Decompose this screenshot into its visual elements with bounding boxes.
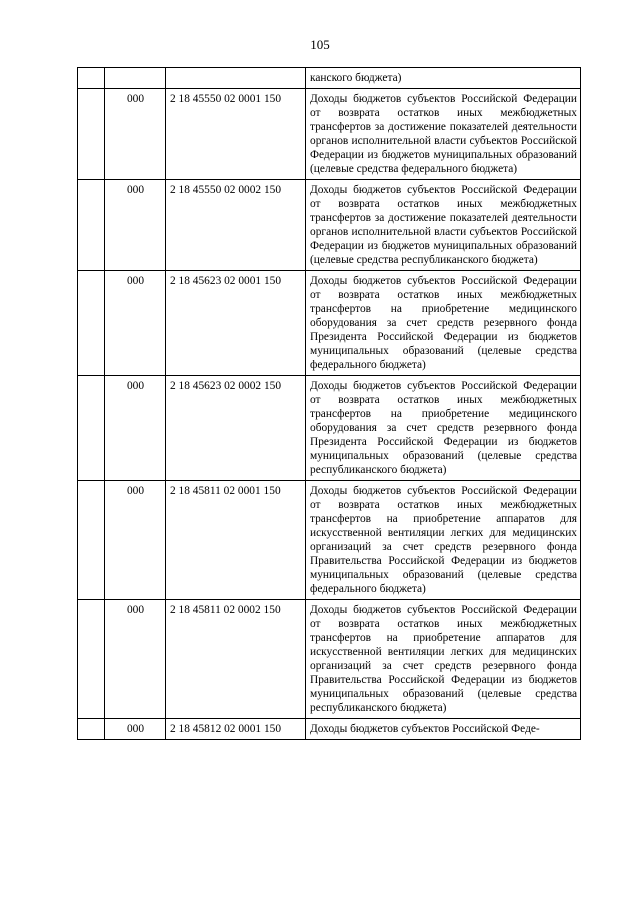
table-cell-admin-code: 000 (105, 600, 166, 719)
table-cell-empty (78, 180, 105, 271)
table-row (78, 600, 581, 719)
table-cell-description: Доходы бюджетов субъектов Российской Федерации от возврата остатков иных межбюджетных трансфертов за достижение показателей деятельности органов исполнительной власти субъектов Российской Федерации из бюджетов муниципальных образований (целевые средства республиканского бюджета) (306, 180, 581, 271)
table-cell-admin-code: 000 (105, 180, 166, 271)
table-cell-empty (78, 376, 105, 481)
table-cell-description: Доходы бюджетов субъектов Российской Федерации от возврата остатков иных межбюджетных трансфертов на приобретение аппаратов для искусственной вентиляции легких для медицинских организаций за счет средств резервного фонда Правительства Российской Федерации из бюджетов муниципальных образований (целевые средства республиканского бюджета) (306, 600, 581, 719)
table-cell-admin-code: 000 (105, 719, 166, 740)
table-cell-budget-code: 2 18 45812 02 0001 150 (166, 719, 306, 740)
budget-revenue-table (77, 67, 581, 740)
table-cell-empty (78, 68, 105, 89)
table-cell-empty (166, 68, 306, 89)
table-cell-empty (105, 68, 166, 89)
table-cell-budget-code: 2 18 45550 02 0002 150 (166, 180, 306, 271)
table-row (78, 481, 581, 600)
table-cell-description: Доходы бюджетов субъектов Российской Федерации от возврата остатков иных межбюджетных трансфертов на приобретение медицинского оборудования за счет средств резервного фонда Президента Российской Федерации из бюджетов муниципальных образований (целевые средства федерального бюджета) (306, 271, 581, 376)
table-cell-empty (78, 271, 105, 376)
table-cell-budget-code: 2 18 45623 02 0002 150 (166, 376, 306, 481)
table-cell-empty (78, 719, 105, 740)
table-row (78, 719, 581, 740)
table-cell-description: Доходы бюджетов субъектов Российской Федерации от возврата остатков иных межбюджетных трансфертов на приобретение аппаратов для искусственной вентиляции легких для медицинских организаций за счет средств резервного фонда Правительства Российской Федерации из бюджетов муниципальных образований (целевые средства федерального бюджета) (306, 481, 581, 600)
table-row-continuation (78, 68, 581, 89)
table-row (78, 180, 581, 271)
table-cell-budget-code: 2 18 45811 02 0001 150 (166, 481, 306, 600)
table-cell-admin-code: 000 (105, 271, 166, 376)
table-cell-budget-code: 2 18 45623 02 0001 150 (166, 271, 306, 376)
table-cell-description: Доходы бюджетов субъектов Российской Федерации от возврата остатков иных межбюджетных трансфертов за достижение показателей деятельности органов исполнительной власти субъектов Российской Федерации из бюджетов муниципальных образований (целевые средства федерального бюджета) (306, 89, 581, 180)
table-row (78, 271, 581, 376)
table-cell-description: Доходы бюджетов субъектов Российской Феде- (306, 719, 581, 740)
table-row (78, 376, 581, 481)
page-number: 105 (310, 37, 330, 52)
table-cell-admin-code: 000 (105, 481, 166, 600)
table-cell-empty (78, 600, 105, 719)
table-cell-empty (78, 481, 105, 600)
table-cell-budget-code: 2 18 45811 02 0002 150 (166, 600, 306, 719)
table-row (78, 89, 581, 180)
table-cell-admin-code: 000 (105, 89, 166, 180)
table-cell-description: Доходы бюджетов субъектов Российской Федерации от возврата остатков иных межбюджетных трансфертов на приобретение медицинского оборудования за счет средств резервного фонда Президента Российской Федерации из бюджетов муниципальных образований (целевые средства республиканского бюджета) (306, 376, 581, 481)
table-cell-empty (78, 89, 105, 180)
table-cell-budget-code: 2 18 45550 02 0001 150 (166, 89, 306, 180)
table-cell-admin-code: 000 (105, 376, 166, 481)
table-cell-description: канского бюджета) (306, 68, 581, 89)
